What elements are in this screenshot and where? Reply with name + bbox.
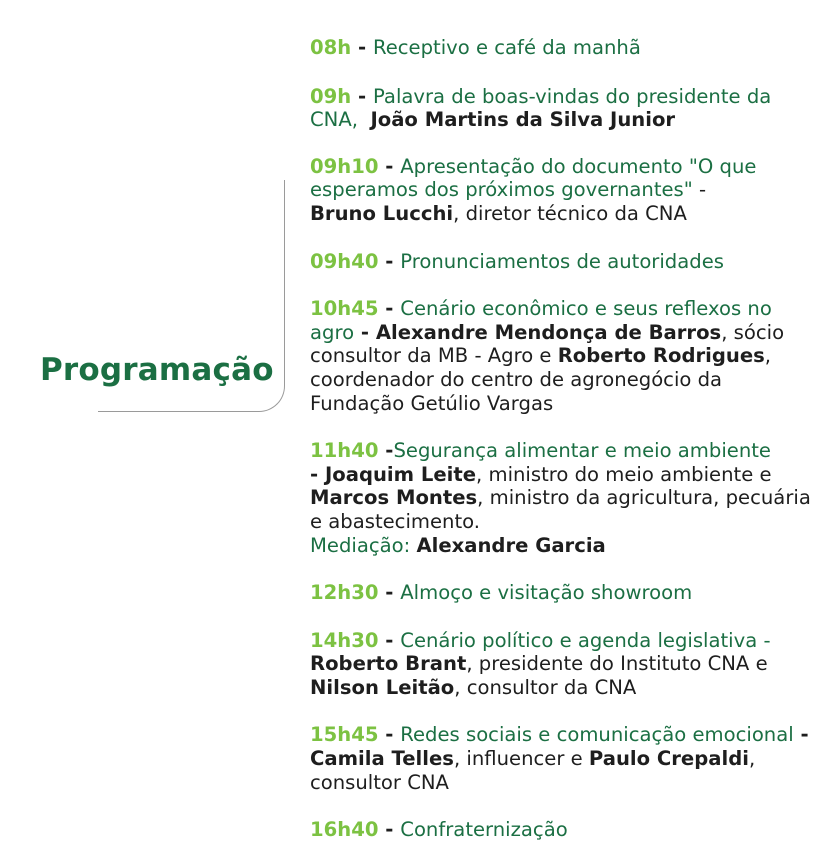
- topic: Apresentação do documento "O que esperamos dos próximos governantes": [310, 154, 757, 202]
- time: 11h40: [310, 439, 379, 463]
- speaker: Alexandre Mendonça de Barros: [375, 320, 722, 344]
- speaker: Joaquim Leite: [324, 462, 477, 486]
- schedule-item: [310, 629, 820, 700]
- mediation-label: Mediação:: [310, 533, 411, 557]
- topic: Redes sociais e comunicação emocional: [400, 723, 794, 747]
- speaker: Marcos Montes: [310, 486, 478, 510]
- schedule-item: [310, 581, 820, 605]
- time: 10h45: [310, 297, 379, 321]
- topic: Confraternização: [400, 818, 568, 842]
- time: 08h: [310, 36, 352, 59]
- speaker-role: , coordenador do centro de agronegócio da Fundação Getúlio Vargas: [310, 344, 772, 415]
- topic: Cenário político e agenda legislativa: [400, 628, 758, 652]
- topic: Palavra de boas-vindas do presidente da CNA,: [310, 84, 772, 132]
- time: 15h45: [310, 723, 379, 747]
- separator: -: [378, 818, 401, 842]
- separator: -: [351, 84, 373, 108]
- topic: Pronunciamentos de autoridades: [400, 249, 724, 273]
- separator: -: [378, 628, 401, 652]
- speaker-role: , influencer e: [453, 747, 589, 771]
- time: 12h30: [310, 581, 379, 605]
- speaker: Nilson Leitão: [310, 675, 455, 699]
- schedule-item: [310, 818, 820, 842]
- separator: -: [378, 439, 394, 463]
- speaker: Camila Telles: [310, 747, 454, 771]
- topic: Almoço e visitação showroom: [400, 581, 693, 605]
- time: 09h10: [310, 154, 379, 178]
- speaker: Bruno Lucchi: [310, 201, 454, 225]
- separator: -: [378, 249, 401, 273]
- time: 09h40: [310, 249, 379, 273]
- schedule-item: [310, 85, 820, 132]
- speaker-role: , ministro da agricultura, pecuária e abastecimento.: [310, 486, 811, 533]
- speaker: Roberto Rodrigues: [557, 344, 765, 368]
- topic: Cenário econômico e seus reflexos no agro: [310, 297, 772, 344]
- separator: -: [793, 723, 809, 747]
- mediator: Alexandre Garcia: [416, 533, 606, 557]
- schedule-item: [310, 297, 820, 415]
- speaker: João Martins da Silva Junior: [370, 108, 676, 132]
- speaker-role: , ministro do meio ambiente e: [476, 462, 772, 486]
- time: 09h: [310, 84, 352, 108]
- speaker-role: , diretor técnico da CNA: [453, 201, 687, 225]
- separator: -: [757, 628, 771, 652]
- speaker-role: , consultor CNA: [310, 747, 756, 794]
- speaker-role: , presidente do Instituto CNA e: [466, 652, 768, 676]
- schedule-item: [310, 36, 820, 60]
- separator: -: [692, 178, 707, 202]
- separator: -: [354, 320, 376, 344]
- speaker: Roberto Brant: [310, 652, 467, 676]
- speaker-role: , consultor da CNA: [454, 675, 637, 699]
- time: 14h30: [310, 628, 379, 652]
- schedule-item: [310, 439, 820, 557]
- separator: -: [310, 462, 325, 486]
- speaker-role: , sócio consultor da MB - Agro e: [310, 320, 785, 368]
- schedule-list: [310, 36, 820, 842]
- separator: -: [351, 36, 373, 59]
- section-title: Programação: [40, 352, 274, 388]
- schedule-item: [310, 723, 820, 794]
- topic: Receptivo e café da manhã: [373, 36, 641, 59]
- speaker: Paulo Crepaldi: [588, 747, 749, 771]
- schedule-item: [310, 155, 820, 226]
- topic: Segurança alimentar e meio ambiente: [393, 439, 771, 463]
- separator: -: [378, 154, 401, 178]
- separator: -: [378, 581, 401, 605]
- separator: -: [378, 723, 401, 747]
- schedule-item: [310, 250, 820, 274]
- separator: -: [378, 297, 401, 321]
- time: 16h40: [310, 818, 379, 842]
